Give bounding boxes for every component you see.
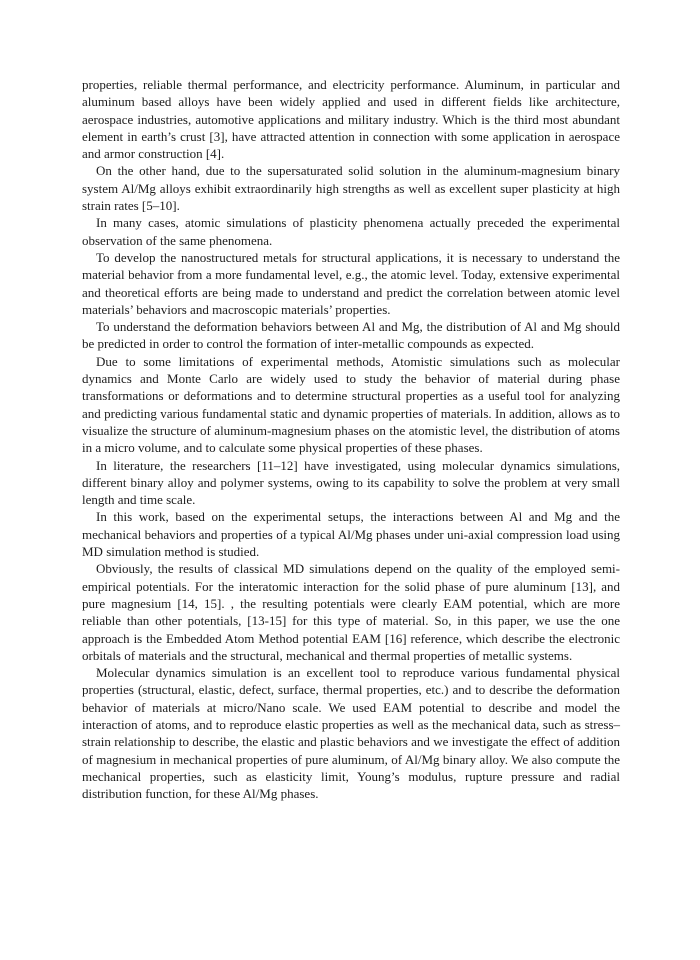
paragraph: On the other hand, due to the supersaturated solid solution in the aluminum-magnesium binary system Al/Mg alloys exhibit extraordinarily high strengths as well as excellent super plasticity at high strain rates [5–10]. (82, 163, 620, 214)
paragraph: To understand the deformation behaviors between Al and Mg, the distribution of Al and Mg should be predicted in order to control the formation of inter-metallic compounds as expected. (82, 319, 620, 352)
paragraph: In this work, based on the experimental setups, the interactions between Al and Mg and the mechanical behaviors and properties of a typical Al/Mg phases under uni-axial compression load using MD simulation method is studied. (82, 509, 620, 560)
paragraph: Obviously, the results of classical MD simulations depend on the quality of the employed semi-empirical potentials. For the interatomic interaction for the solid phase of pure aluminum [13], and pure magnesium [14, 15]. , the resulting potentials were clearly EAM potential, which are more reliable than other potentials, [13-15] for this type of material. So, in this paper, we use the one approach is the Embedded Atom Method potential EAM [16] reference, which describe the electronic orbitals of materials and the structural, mechanical and thermal properties of metallic systems. (82, 561, 620, 663)
paragraph: In literature, the researchers [11–12] have investigated, using molecular dynamics simulations, different binary alloy and polymer systems, owing to its capability to solve the problem at very small length and time scale. (82, 457, 620, 508)
paragraph: Due to some limitations of experimental methods, Atomistic simulations such as molecular dynamics and Monte Carlo are widely used to study the behavior of material during phase transformations or deformations and to determine structural properties as a useful tool for analyzing and predicting various fundamental static and dynamic properties of materials. In addition, allows as to visualize the structure of aluminum-magnesium phases on the atomistic level, the distribution of atoms in a micro volume, and to calculate some physical properties of these phases. (82, 353, 620, 456)
paragraph: To develop the nanostructured metals for structural applications, it is necessary to understand the material behavior from a more fundamental level, e.g., the atomic level. Today, extensive experimental and theoretical efforts are being made to understand and predict the correlation between atomic level materials’ behaviors and macroscopic materials’ properties. (82, 249, 620, 317)
paragraph: properties, reliable thermal performance, and electricity performance. Aluminum, in particular and aluminum based alloys have been widely applied and used in different fields like architecture, aerospace industries, automotive applications and military industry. Which is the third most abundant element in earth’s crust [3], have attracted attention in connection with some application in aerospace and armor construction [4]. (82, 77, 620, 162)
body-text-column (82, 76, 620, 802)
paragraph: Molecular dynamics simulation is an excellent tool to reproduce various fundamental physical properties (structural, elastic, defect, surface, thermal properties, etc.) and to describe the deformation behavior of materials at micro/Nano scale. We used EAM potential to describe and model the interaction of atoms, and to reproduce elastic properties as well as the mechanical data, such as stress–strain relationship to describe, the elastic and plastic behaviors and we investigate the effect of addition of magnesium in mechanical properties of pure aluminum, of Al/Mg binary alloy. We also compute the mechanical properties, such as elasticity limit, Young’s modulus, rupture pressure and radial distribution function, for these Al/Mg phases. (82, 665, 620, 802)
paragraph: In many cases, atomic simulations of plasticity phenomena actually preceded the experimental observation of the same phenomena. (82, 215, 620, 248)
